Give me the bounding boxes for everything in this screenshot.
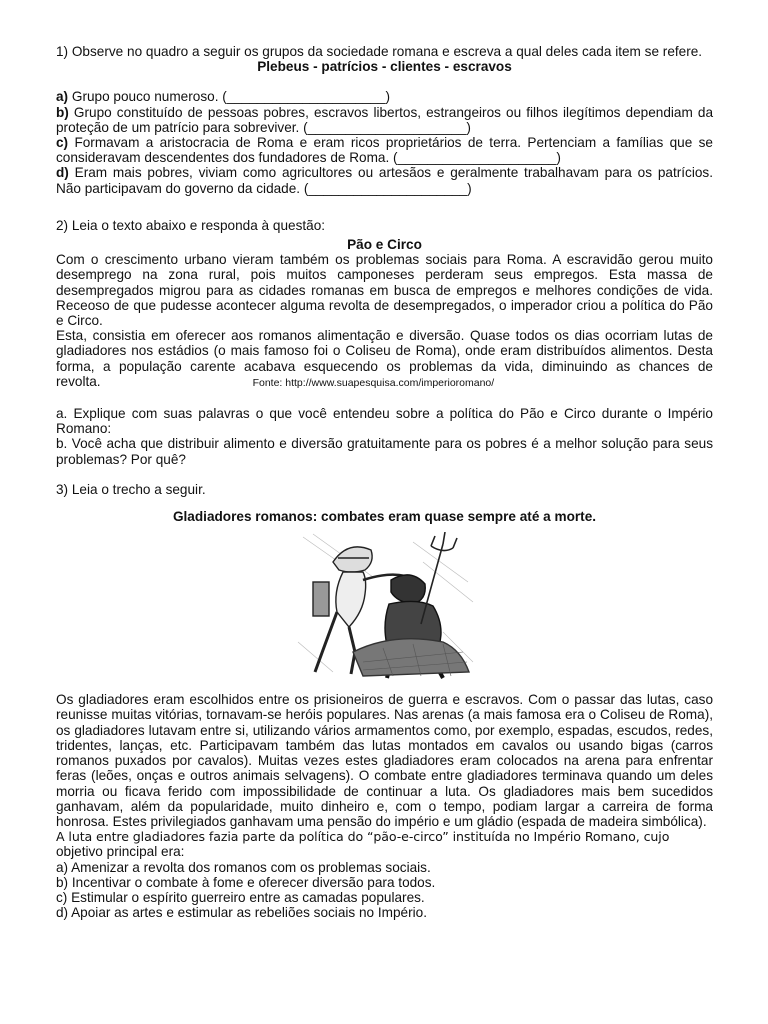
item-label: a)	[56, 89, 69, 105]
q1-item-c	[56, 135, 713, 165]
q3-option-d: d) Apoiar as artes e estimular as rebeliões sociais no Império.	[56, 905, 427, 921]
item-label: d)	[56, 165, 69, 181]
q3-paragraph: Os gladiadores eram escolhidos entre os prisioneiros de guerra e escravos. Com o passar das lutas, caso reunisse muitas vitórias, tornavam-se heróis populares. Nas arenas (a mais famosa era o Coliseu de Roma), os gladiadores lutavam entre si, utilizando vários armamentos como, por exemplo, espadas, escudos, redes, tridentes, lanças, etc. Participavam também das lutas montados em cavalos ou usando bigas (carros romanos puxados por cavalos). Muitas vezes estes gladiadores eram colocados na arena para enfrentar feras (leões, onças e outros animais selvagens). O combate entre gladiadores terminava quando um deles morria ou ficava ferido com impossibilidade de continuar a luta. Os gladiadores mais bem sucedidos ganhavam, além da popularidade, muito dinheiro e, com o tempo, podiam largar a carreira de forma honrosa. Estes privilegiados ganhavam uma pensão do império e um gládio (espada de madeira simbólica).	[56, 692, 713, 829]
item-text: Eram mais pobres, viviam como agricultores ou artesãos e geralmente trabalhavam para os patrícios. Não participavam do governo da cidade. (_____________________)	[56, 165, 713, 196]
item-text: Grupo pouco numeroso. (_____________________)	[68, 89, 391, 105]
q2-paragraph-1: Com o crescimento urbano vieram também os problemas sociais para Roma. A escravidão gerou muito desemprego na zona rural, pois muitos camponeses perderam seus empregos. Esta massa de desempregados migrou para as cidades romanas em busca de empregos e melhores condições de vida. Receoso de que pudesse acontecer alguma revolta de desempregados, o imperador criou a política do Pão e Circo.	[56, 252, 713, 329]
q2-paragraph-2-text: Esta, consistia em oferecer aos romanos alimentação e diversão. Quase todos os dias ocorriam lutas de gladiadores nos estádios (o mais famoso foi o Coliseu de Roma), onde eram distribuídos alimentos. Desta forma, a população carente acabava esquecendo os problemas da vida, diminuindo as chances de revolta.	[56, 328, 713, 389]
item-label: b)	[56, 104, 69, 120]
worksheet	[56, 44, 713, 920]
q3-option-c: c) Estimular o espírito guerreiro entre as camadas populares.	[56, 889, 425, 905]
q2-question-a: a. Explique com suas palavras o que você entendeu sobre a política do Pão e Circo durante o Império Romano:	[56, 406, 713, 437]
q2-intro: 2) Leia o texto abaixo e responda à questão:	[56, 217, 326, 233]
q2-title: Pão e Circo	[347, 237, 422, 253]
q1-item-a	[56, 89, 713, 104]
source-citation: Fonte: http://www.suapesquisa.com/imperioromano/	[252, 376, 495, 389]
q3-option-a: a) Amenizar a revolta dos romanos com os problemas sociais.	[56, 859, 431, 875]
q3-title: Gladiadores romanos: combates eram quase sempre até a morte.	[172, 509, 597, 525]
item-text: Grupo constituído de pessoas pobres, escravos libertos, estrangeiros ou filhos ilegítimos dependiam da proteção de um patrício para sobreviver. (_____________________)	[56, 104, 713, 135]
q3-question-line-2: objetivo principal era:	[56, 844, 185, 860]
q1-item-d	[56, 165, 713, 195]
q3-option-b: b) Incentivar o combate à fome e oferecer diversão para todos.	[56, 874, 436, 890]
q1-intro: 1) Observe no quadro a seguir os grupos da sociedade romana e escreva a qual deles cada item se refere.	[56, 44, 703, 59]
q2-paragraph-2	[56, 328, 713, 391]
q3-intro: 3) Leia o trecho a seguir.	[56, 481, 206, 497]
q2-question-b: b. Você acha que distribuir alimento e diversão gratuitamente para os pobres é a melhor solução para seus problemas? Por quê?	[56, 436, 713, 467]
gladiators-illustration	[293, 532, 477, 682]
item-label: c)	[56, 135, 69, 151]
q1-item-b	[56, 105, 713, 135]
item-text: Formavam a aristocracia de Roma e eram ricos proprietários de terra. Pertenciam a famílias que se consideravam descendentes dos fundadores de Roma. (_____________________)	[56, 135, 713, 166]
q1-groups: Plebeus - patrícios - clientes - escravos	[257, 59, 512, 75]
q3-question-line-1: A luta entre gladiadores fazia parte da política do “pão-e-circo” instituída no Império Romano, cujo	[56, 829, 670, 845]
